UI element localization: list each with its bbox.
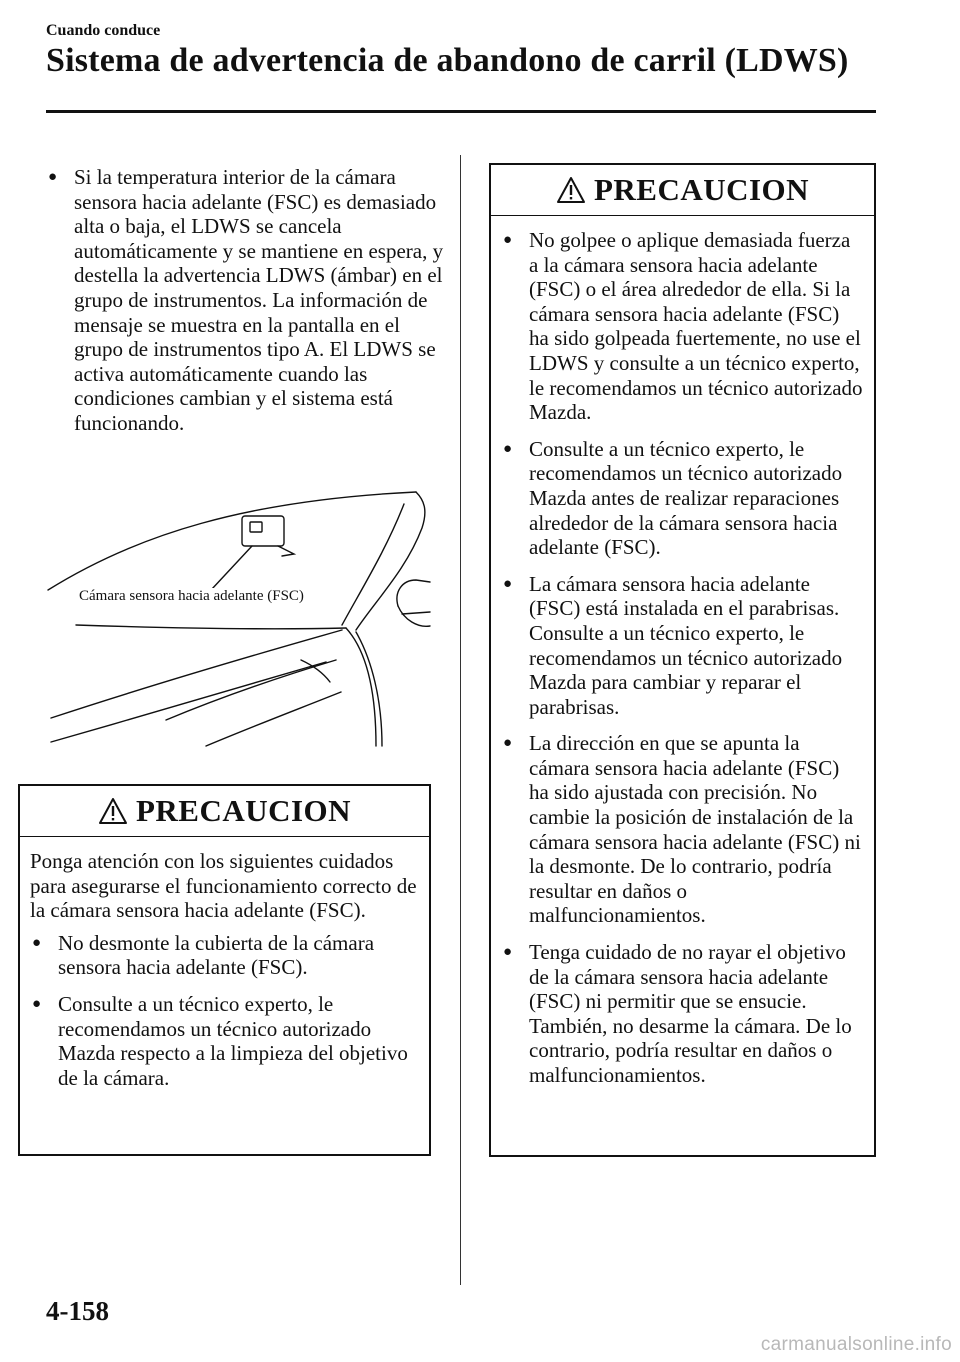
caution-body (20, 837, 429, 1112)
bullet-icon: ● (32, 934, 42, 951)
bullet-icon: ● (503, 575, 513, 592)
column-divider (460, 155, 461, 1285)
page-title: Sistema de advertencia de abandono de carril (LDWS) (46, 42, 849, 79)
warning-triangle-icon (556, 176, 586, 204)
list-item-text: Consulte a un técnico experto, le recomendamos un técnico autorizado Mazda antes de realizar reparaciones alrededor de la cámara sensora hacia adelante (FSC). (529, 436, 843, 560)
list-item (501, 228, 864, 425)
page-number: 4-158 (46, 1296, 109, 1326)
bullet-icon: ● (32, 995, 42, 1012)
watermark: carmanualsonline.info (760, 1334, 952, 1355)
camera-illustration (46, 480, 432, 750)
list-item (30, 992, 419, 1090)
list-item-text: La dirección en que se apunta la cámara sensora hacia adelante (FSC) ha sido ajustada con precisión. No cambie la posición de instalación de la cámara sensora hacia adelante (FSC) ni la desmonte. De lo contrario, podría resultar en daños o malfuncionamientos. (529, 731, 861, 928)
windshield-drawing (46, 480, 432, 750)
caution-title: PRECAUCION (593, 172, 810, 207)
illustration-label: Cámara sensora hacia adelante (FSC) (79, 588, 304, 604)
caution-header (491, 165, 874, 216)
list-item-text: Si la temperatura interior de la cámara sensora hacia adelante (FSC) es demasiado alta o baja, el LDWS se cancela automáticamente y se mantiene en espera, y destella la advertencia LDWS (ámbar) en el grupo de instrumentos. La información de mensaje se muestra en la pantalla en el grupo de instrumentos tipo A. El LDWS se activa automáticamente cuando las condiciones cambian y el sistema está funcionando. (74, 165, 444, 435)
list-item-text: La cámara sensora hacia adelante (FSC) está instalada en el parabrisas. Consulte a un técnico experto, le recomendamos un técnico autorizado Mazda para cambiar y reparar el parabrisas. (529, 571, 843, 719)
title-rule (46, 110, 876, 113)
list-item (501, 940, 864, 1088)
caution-box-right (489, 163, 876, 1157)
caution-box-left (18, 784, 431, 1156)
bullet-icon: ● (503, 440, 513, 457)
bullet-icon: ● (503, 944, 513, 961)
section-label: Cuando conduce (46, 22, 161, 39)
list-item (501, 572, 864, 720)
bullet-icon: ● (503, 735, 513, 752)
list-item-text: No desmonte la cubierta de la cámara sensora hacia adelante (FSC). (58, 930, 375, 980)
bullet-icon: ● (48, 169, 58, 185)
caution-body (491, 216, 874, 1110)
list-item (501, 437, 864, 560)
warning-triangle-icon (98, 797, 128, 825)
list-item-text: No golpee o aplique demasiada fuerza a la cámara sensora hacia adelante (FSC) o el área alrededor de ella. Si la cámara sensora hacia adelante (FSC) ha sido golpeada fuertemente, no use el LDWS y consulte a un técnico experto, le recomendamos un técnico autorizado Mazda. (529, 228, 863, 425)
caution-intro: Ponga atención con los siguientes cuidados para asegurarse el funcionamiento correcto de la cámara sensora hacia adelante (FSC). (30, 849, 417, 923)
bullet-icon: ● (503, 232, 513, 248)
list-item-text: Consulte a un técnico experto, le recomendamos un técnico autorizado Mazda respecto a la limpieza del objetivo de la cámara. (58, 991, 408, 1090)
list-item (501, 731, 864, 928)
intro-list (46, 165, 446, 436)
caution-title: PRECAUCION (135, 793, 352, 828)
list-item (46, 165, 446, 436)
list-item-text: Tenga cuidado de no rayar el objetivo de la cámara sensora hacia adelante (FSC) ni permitir que se ensucie. También, no desarme la cámara. De lo contrario, podría resultar en daños o malfuncionamientos. (529, 940, 852, 1087)
caution-header (20, 786, 429, 837)
list-item (30, 931, 419, 980)
